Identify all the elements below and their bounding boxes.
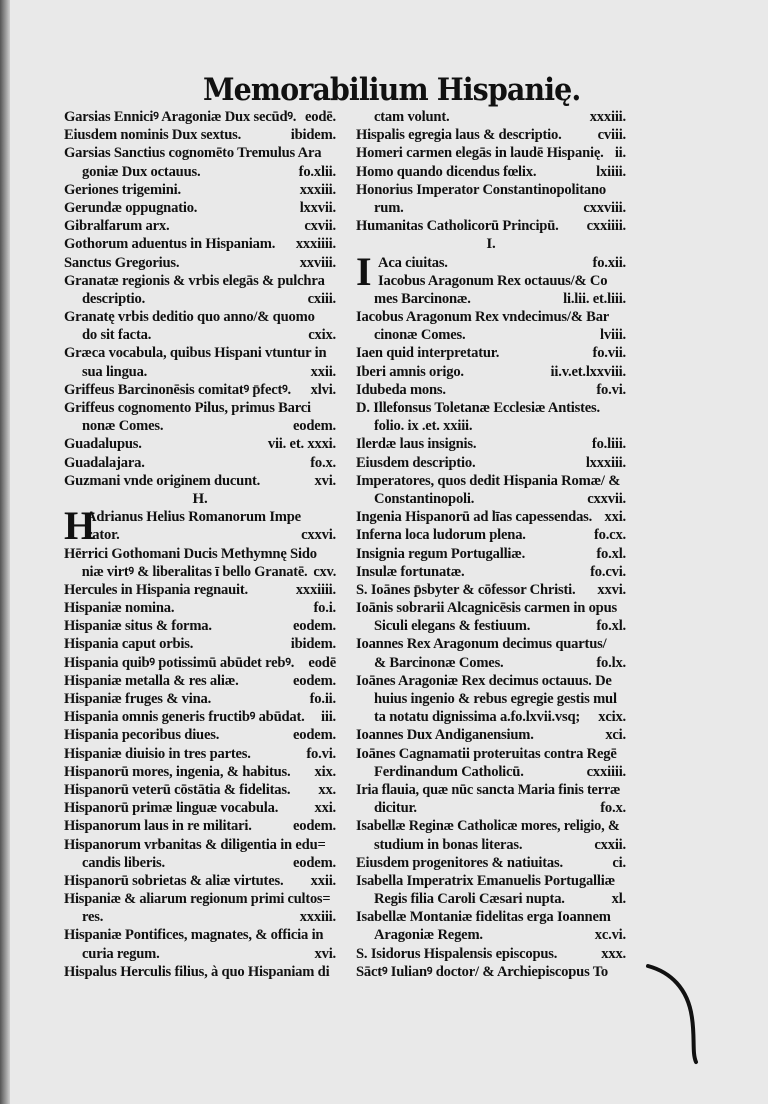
index-entry — [64, 472, 336, 490]
entry-text: Guadalupus. — [64, 436, 142, 453]
index-entry — [64, 563, 336, 581]
folio-reference: xci. — [605, 727, 626, 744]
index-entry — [64, 617, 336, 635]
drop-cap: I — [356, 248, 372, 294]
index-entry — [64, 836, 336, 854]
folio-reference: cxxvii. — [587, 490, 626, 507]
entry-text: Idubeda mons. — [356, 381, 446, 398]
entry-text: Hispanorum laus in re militari. — [64, 818, 252, 835]
index-entry — [356, 763, 626, 781]
index-entry — [64, 690, 336, 708]
folio-reference: fo.xl. — [596, 545, 626, 562]
folio-reference: lxxxiii. — [585, 454, 626, 471]
folio-reference: cxiii. — [307, 290, 336, 307]
entry-text: Hispaniæ situs & forma. — [64, 618, 212, 635]
index-entry — [356, 890, 626, 908]
entry-text: Gerundæ oppugnatio. — [64, 199, 198, 216]
folio-reference — [620, 417, 626, 435]
entry-text: Geriones trigemini. — [64, 181, 181, 198]
entry-text: Honorius Imperator Constantinopolitano — [356, 181, 606, 198]
entry-text: Ioānes Cagnamatii proteruitas contra Regē — [356, 745, 617, 762]
index-entry — [356, 363, 626, 381]
entry-text: Granatę vrbis deditio quo anno/& quomo — [64, 309, 315, 326]
entry-text: ctam volunt. — [374, 109, 450, 125]
index-entry — [356, 399, 626, 417]
folio-reference — [620, 781, 626, 799]
folio-reference: iii. — [320, 709, 336, 726]
folio-reference: ibidem. — [290, 127, 336, 144]
index-entry — [356, 708, 626, 726]
folio-reference — [620, 690, 626, 708]
entry-text: Hispanorum vrbanitas & diligentia in edu= — [64, 836, 326, 853]
index-entry — [64, 435, 336, 453]
index-entry — [64, 672, 336, 690]
folio-reference: xxxiii. — [589, 109, 626, 125]
folio-reference: eodem. — [293, 672, 336, 689]
folio-reference: xvi. — [314, 945, 336, 962]
folio-reference: cxxii. — [594, 836, 626, 853]
entry-text: Guadalajara. — [64, 454, 145, 471]
folio-reference: fo.vi. — [596, 381, 626, 398]
index-entry — [64, 635, 336, 653]
folio-reference: cxvii. — [304, 218, 336, 235]
entry-text: ta notatu dignissima a.fo.lxvii.vsq; — [374, 709, 581, 726]
folio-reference: cxv. — [313, 563, 337, 580]
folio-reference: fo.xl. — [596, 618, 626, 635]
entry-text: H. — [192, 490, 208, 507]
folio-reference: xxxiii. — [299, 181, 336, 198]
index-entry — [356, 654, 626, 672]
index-entry — [64, 217, 336, 235]
index-entry — [356, 290, 626, 308]
entry-text: Ilerdæ laus insignis. — [356, 436, 477, 453]
index-entry — [64, 708, 336, 726]
folio-reference — [330, 308, 336, 326]
folio-reference: cxxiiii. — [586, 218, 626, 235]
entry-text: descriptio. — [82, 290, 146, 307]
index-entry — [64, 581, 336, 599]
entry-text: Hispaniæ metalla & res aliæ. — [64, 672, 239, 689]
folio-reference: cxxviii. — [583, 199, 626, 216]
index-entry — [356, 181, 626, 199]
folio-reference: lxxvii. — [299, 199, 336, 216]
entry-text: Aca ciuitas. — [378, 254, 448, 271]
entry-text: Ioannes Rex Aragonum decimus quartus/ — [356, 636, 607, 653]
folio-reference: ci. — [612, 854, 626, 871]
folio-reference: xl. — [611, 891, 626, 908]
folio-reference — [620, 308, 626, 326]
entry-text: candis liberis. — [82, 854, 165, 871]
entry-text: Hercules in Hispania regnauit. — [64, 581, 249, 598]
index-entry — [356, 726, 626, 744]
entry-text: Hispania caput orbis. — [64, 636, 194, 653]
index-entry — [356, 817, 626, 835]
folio-reference: xxxiiii. — [295, 236, 336, 253]
index-entry — [64, 363, 336, 381]
entry-text: Hispania omnis generis fructibꝰ abūdat. — [64, 709, 305, 726]
folio-reference: cxix. — [308, 327, 336, 344]
index-entry — [356, 690, 626, 708]
index-entry — [356, 272, 626, 290]
entry-text: S. Isidorus Hispalensis episcopus. — [356, 945, 558, 962]
folio-reference — [330, 836, 336, 854]
entry-text: Siculi elegans & festiuum. — [374, 618, 531, 635]
index-entry — [64, 344, 336, 362]
folio-reference: vii. et. xxxi. — [267, 436, 336, 453]
folio-reference — [330, 963, 336, 981]
entry-text: Isabella Imperatrix Emanuelis Portugalliæ — [356, 872, 615, 889]
entry-text: Regis filia Caroli Cæsari nupta. — [374, 891, 565, 908]
folio-reference: fo.i. — [313, 600, 336, 617]
index-entry — [64, 381, 336, 399]
folio-reference — [620, 817, 626, 835]
folio-reference: xxii. — [310, 872, 336, 889]
entry-text: Griffeus Barcinonēsis comitatꝰ p̄fectꝰ. — [64, 381, 292, 398]
entry-text: Inferna loca ludorum plena. — [356, 527, 526, 544]
folio-reference — [620, 181, 626, 199]
entry-text: Hispaniæ nomina. — [64, 600, 175, 617]
folio-reference — [620, 599, 626, 617]
entry-text: Sanctus Gregorius. — [64, 254, 180, 271]
entry-text: Hispaniæ & aliarum regionum primi cultos= — [64, 891, 331, 908]
entry-text: Guzmani vnde originem ducunt. — [64, 472, 261, 489]
entry-text: rum. — [374, 199, 404, 216]
entry-text: goniæ Dux octauus. — [82, 163, 201, 180]
index-entry — [356, 599, 626, 617]
folio-reference: eodem. — [293, 818, 336, 835]
entry-text: I. — [486, 236, 496, 253]
index-entry — [356, 854, 626, 872]
entry-text: S. Ioānes p̄sbyter & cōfessor Christi. — [356, 581, 576, 598]
index-entry — [64, 654, 336, 672]
index-entry — [356, 963, 626, 981]
index-entry — [64, 144, 336, 162]
entry-text: Homeri carmen elegās in laudē Hispanię. — [356, 145, 604, 162]
folio-reference: fo.lx. — [596, 654, 626, 671]
folio-reference: eodem. — [293, 618, 336, 635]
index-entry — [356, 926, 626, 944]
entry-text: Granatæ regionis & vrbis elegās & pulchra — [64, 272, 325, 289]
entry-text: Hispanorū mores, ingenia, & habitus. — [64, 763, 291, 780]
folio-reference: fo.xii. — [592, 254, 626, 271]
index-entry — [356, 308, 626, 326]
entry-text: Hispaniæ fruges & vina. — [64, 691, 212, 707]
index-entry — [64, 399, 336, 417]
index-entry — [356, 635, 626, 653]
entry-text: Hispanorū sobrietas & aliæ virtutes. — [64, 872, 284, 889]
entry-text: Homo quando dicendus fœlix. — [356, 163, 537, 180]
index-entry — [64, 526, 336, 544]
entry-text: D. Illefonsus Toletanæ Ecclesiæ Antistes. — [356, 400, 600, 416]
entry-text: Iaen quid interpretatur. — [356, 345, 500, 362]
section-letter-heading — [64, 490, 336, 508]
entry-text: Sāctꝰ Iulianꝰ doctor/ & Archiepiscopus To — [356, 963, 609, 980]
index-entry — [356, 563, 626, 581]
index-entry — [356, 217, 626, 235]
index-column-left — [64, 108, 336, 981]
index-entry — [64, 235, 336, 253]
entry-text: Eiusdem progenitores & natiuitas. — [356, 854, 563, 871]
index-entry — [64, 599, 336, 617]
entry-text: Insignia regum Portugalliæ. — [356, 545, 526, 562]
folio-reference: fo.vii. — [592, 345, 626, 362]
entry-text: Iacobus Aragonum Rex vndecimus/& Bar — [356, 309, 610, 326]
entry-text: Garsias Sanctius cognomēto Tremulus Ara — [64, 145, 322, 162]
index-entry — [356, 326, 626, 344]
folio-reference: fo.cvi. — [590, 563, 626, 580]
folio-reference: xx. — [318, 781, 336, 798]
folio-reference: xxxiii. — [299, 909, 336, 926]
entry-text: Aragoniæ Regem. — [374, 927, 483, 944]
folio-reference — [620, 272, 626, 290]
index-entry — [64, 417, 336, 435]
entry-text: studium in bonas literas. — [374, 836, 523, 853]
index-entry — [356, 526, 626, 544]
index-entry — [64, 726, 336, 744]
folio-reference: eodem. — [293, 727, 336, 744]
entry-text: Hispalis egregia laus & descriptio. — [356, 127, 562, 144]
entry-text: niæ virtꝰ & liberalitas ī bello Granatē. — [81, 563, 308, 580]
folio-reference: eodem. — [293, 418, 336, 435]
index-entry — [356, 945, 626, 963]
folio-reference: fo.ii. — [309, 691, 336, 707]
entry-text: Hispania pecoribus diues. — [64, 727, 220, 744]
index-entry — [356, 508, 626, 526]
index-column-right — [356, 108, 626, 981]
index-entry — [64, 454, 336, 472]
index-entry — [64, 745, 336, 763]
index-entry — [64, 872, 336, 890]
folio-reference: fo.cx. — [593, 527, 626, 544]
entry-text: curia regum. — [82, 945, 160, 962]
folio-reference — [620, 963, 626, 981]
index-entry — [356, 799, 626, 817]
drop-cap: H — [64, 503, 95, 549]
entry-text: Eiusdem nominis Dux sextus. — [64, 127, 242, 144]
entry-text: & Barcinonæ Comes. — [374, 654, 504, 671]
entry-text: Gibralfarum arx. — [64, 218, 170, 235]
folio-reference — [620, 672, 626, 690]
index-entry — [356, 490, 626, 508]
index-entry — [356, 199, 626, 217]
entry-text: Græca vocabula, quibus Hispani vtuntur in — [64, 345, 327, 362]
index-entry — [356, 417, 626, 435]
index-entry — [64, 781, 336, 799]
entry-text: cinonæ Comes. — [374, 327, 466, 344]
index-entry — [356, 872, 626, 890]
folio-reference — [330, 144, 336, 162]
folio-reference: li.lii. et.liii. — [563, 290, 626, 307]
folio-reference: ibidem. — [290, 636, 336, 653]
folio-reference: fo.liii. — [591, 436, 626, 453]
folio-reference — [620, 908, 626, 926]
entry-text: Isabellæ Montaniæ fidelitas erga Ioannem — [356, 909, 611, 926]
index-entry — [356, 126, 626, 144]
entry-text: Ferdinandum Catholicū. — [374, 763, 524, 780]
index-entry — [64, 945, 336, 963]
index-entry — [64, 254, 336, 272]
index-entry — [356, 472, 626, 490]
entry-text: Imperatores, quos dedit Hispania Romæ/ & — [356, 472, 621, 489]
entry-text: Hispania quibꝰ potissimū abūdet rebꝰ. — [64, 654, 295, 671]
scan-edge-shadow — [0, 0, 10, 1104]
entry-text: res. — [82, 909, 104, 926]
folio-reference — [330, 399, 336, 417]
folio-reference: xxii. — [310, 363, 336, 380]
entry-text: Isabellæ Reginæ Catholicæ mores, religio, & — [356, 818, 620, 835]
folio-reference — [330, 545, 336, 563]
index-entry — [64, 963, 336, 981]
folio-reference — [330, 926, 336, 944]
index-entry — [356, 344, 626, 362]
folio-reference: xcix. — [598, 709, 626, 726]
entry-text: Iacobus Aragonum Rex octauus/& Co — [378, 272, 608, 289]
index-entry — [356, 672, 626, 690]
entry-text: mes Barcinonæ. — [374, 290, 471, 307]
folio-reference: xlvi. — [310, 381, 336, 398]
folio-reference: xxi. — [604, 509, 626, 526]
index-entry — [356, 745, 626, 763]
entry-text: Adrianus Helius Romanorum Impe — [86, 509, 301, 526]
index-entry — [64, 326, 336, 344]
index-entry — [356, 617, 626, 635]
folio-reference: xxvi. — [597, 581, 626, 598]
index-entry — [64, 126, 336, 144]
entry-text: Hispanorū primæ linguæ vocabula. — [64, 800, 279, 817]
entry-text: Hispanorū veterū cōstātia & fidelitas. — [64, 781, 291, 798]
index-entry — [64, 763, 336, 781]
entry-text: Iberi amnis origo. — [356, 363, 464, 380]
index-entry — [356, 108, 626, 126]
folio-reference: fo.x. — [310, 454, 336, 471]
entry-text: do sit facta. — [82, 327, 152, 344]
entry-text: huius ingenio & rebus egregie gestis mul — [374, 691, 617, 707]
index-entry — [356, 381, 626, 399]
entry-text: rator. — [86, 527, 120, 544]
index-entry — [356, 454, 626, 472]
index-entry — [356, 781, 626, 799]
entry-text: Constantinopoli. — [374, 490, 475, 507]
index-entry — [64, 926, 336, 944]
index-entry — [356, 908, 626, 926]
index-entry — [64, 854, 336, 872]
folio-reference — [330, 344, 336, 362]
entry-text: Iria flauia, quæ nūc sancta Maria finis terræ — [356, 781, 621, 798]
entry-text: Garsias Enniciꝰ Aragoniæ Dux secūdꝰ. — [64, 109, 297, 125]
index-entry — [64, 199, 336, 217]
index-entry — [64, 290, 336, 308]
folio-reference: ii.v.et.lxxviii. — [550, 363, 626, 380]
folio-reference — [620, 399, 626, 417]
folio-reference: eodē. — [304, 109, 336, 125]
index-entry — [64, 908, 336, 926]
folio-reference — [330, 890, 336, 908]
index-entry — [64, 545, 336, 563]
folio-reference: lxiiii. — [596, 163, 626, 180]
index-entry — [64, 890, 336, 908]
section-letter-heading — [356, 235, 626, 253]
entry-text: Gothorum aduentus in Hispaniam. — [64, 236, 276, 253]
entry-text: dicitur. — [374, 800, 417, 817]
entry-text: Hispaniæ Pontifices, magnates, & officia in — [64, 927, 324, 944]
folio-reference: ii. — [614, 145, 626, 162]
index-entry — [64, 799, 336, 817]
folio-reference — [620, 745, 626, 763]
index-entry — [356, 545, 626, 563]
entry-text: Insulæ fortunatæ. — [356, 563, 465, 580]
index-entry — [64, 108, 336, 126]
index-entry — [356, 836, 626, 854]
folio-reference: xix. — [314, 763, 336, 780]
folio-reference: eodem. — [293, 854, 336, 871]
page-title: Memorabilium Hispanię. — [203, 72, 581, 108]
handwritten-pen-stroke — [640, 958, 710, 1068]
folio-reference: eodē — [308, 654, 336, 671]
folio-reference: fo.vi. — [306, 745, 336, 762]
folio-reference: xxviii. — [299, 254, 336, 271]
index-entry — [64, 163, 336, 181]
entry-text: Ioannes Dux Andiganensium. — [356, 727, 534, 744]
folio-reference: xxxiiii. — [295, 581, 336, 598]
index-entry — [64, 181, 336, 199]
index-entry — [64, 308, 336, 326]
index-entry — [356, 163, 626, 181]
folio-reference — [330, 508, 336, 526]
entry-text: Hērrici Gothomani Ducis Methymnę Sido — [64, 545, 317, 562]
entry-text: Humanitas Catholicorū Principū. — [356, 218, 559, 235]
folio-reference: cxxvi. — [301, 527, 336, 544]
folio-reference: xxx. — [601, 945, 626, 962]
folio-reference — [620, 635, 626, 653]
index-entry — [356, 144, 626, 162]
folio-reference: xvi. — [314, 472, 336, 489]
entry-text: Griffeus cognomento Pilus, primus Barci — [64, 400, 311, 416]
entry-text: folio. ix .et. xxiii. — [374, 418, 473, 435]
entry-text: Ioānes Aragoniæ Rex decimus octauus. De — [356, 672, 612, 689]
index-entry — [356, 581, 626, 599]
index-entry — [356, 435, 626, 453]
folio-reference: xc.vi. — [594, 927, 626, 944]
entry-text: Eiusdem descriptio. — [356, 454, 476, 471]
entry-text: nonæ Comes. — [82, 418, 164, 435]
entry-text: Hispaniæ diuisio in tres partes. — [64, 745, 251, 762]
folio-reference — [620, 872, 626, 890]
index-entry — [64, 817, 336, 835]
folio-reference — [620, 472, 626, 490]
folio-reference: cxxiiii. — [586, 763, 626, 780]
folio-reference — [330, 272, 336, 290]
entry-text: sua lingua. — [82, 363, 148, 380]
index-entry — [64, 272, 336, 290]
entry-text: Ingenia Hispanorū ad līas capessendas. — [356, 509, 593, 526]
entry-text: Ioānis sobrarii Alcagnicēsis carmen in opus — [356, 600, 617, 617]
folio-reference: lviii. — [600, 327, 626, 344]
folio-reference: fo.xlii. — [298, 163, 336, 180]
folio-reference: xxi. — [314, 800, 336, 817]
folio-reference: cviii. — [597, 127, 626, 144]
entry-text: Hispalus Herculis filius, à quo Hispaniam di — [64, 963, 330, 980]
folio-reference: fo.x. — [600, 800, 626, 817]
